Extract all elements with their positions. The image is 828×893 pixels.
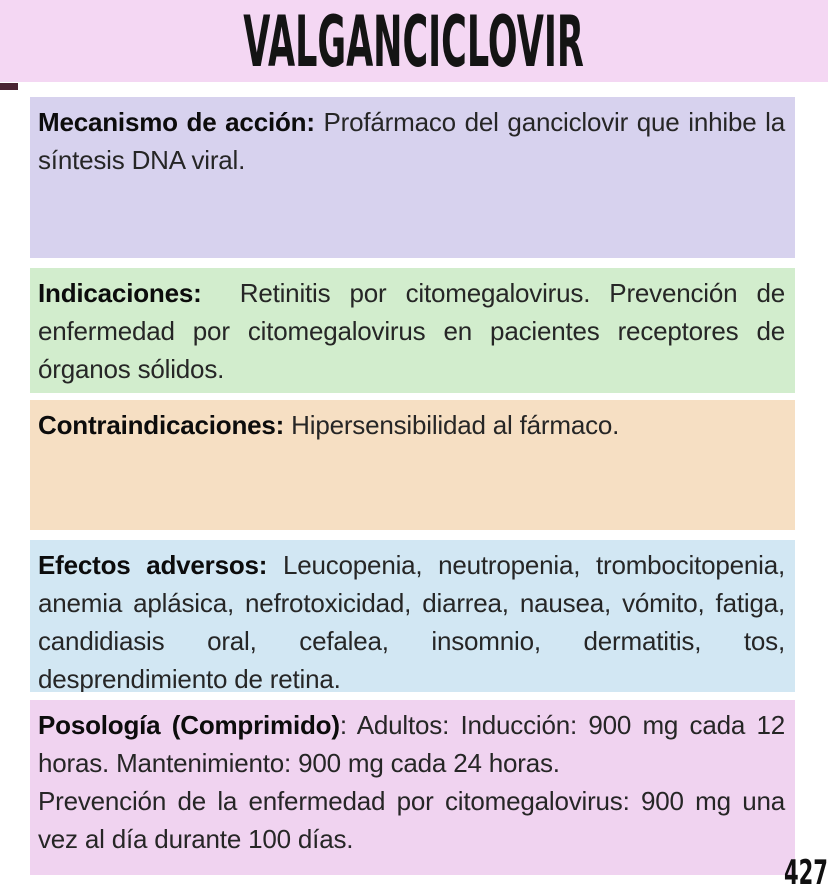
section-adverse-effects [30,540,795,692]
section-dosage [30,700,795,875]
section-indications-text: Retinitis por citomegalovirus. Prevención de enfermedad por citomegalovirus en pacientes receptores de órganos sólidos. [38,278,785,384]
section-contraindications [30,400,795,530]
section-mechanism-paragraph [38,103,785,179]
section-dosage-label: Posología (Comprimido) [38,710,340,740]
section-mechanism [30,97,795,258]
section-contraindications-text: Hipersensibilidad al fármaco. [291,410,620,440]
section-indications [30,268,795,393]
section-dosage-paragraph-2: Prevención de la enfermedad por citomegalovirus: 900 mg una vez al día durante 100 días. [38,786,785,854]
left-edge-mark [0,83,18,90]
section-dosage-label-suffix: : [339,710,357,740]
section-dosage-text-1: Adultos: Inducción: 900 mg cada 12 horas. Mantenimiento: 900 mg cada 24 horas. [38,710,785,778]
page-title: VALGANCICLOVIR [243,1,585,83]
sections-container [30,97,795,875]
section-mechanism-text: Profármaco del ganciclovir que inhibe la síntesis DNA viral. [38,107,786,175]
section-adverse-effects-text: Leucopenia, neutropenia, trombocitopenia, anemia aplásica, nefrotoxicidad, diarrea, nausea, vómito, fatiga, candidiasis oral, cefalea, insomnio, dermatitis, tos, desprendimiento de retina. [38,550,785,692]
section-adverse-effects-paragraph [38,546,785,692]
page-number: 427 [783,853,828,893]
section-indications-paragraph [38,274,785,388]
section-dosage-paragraph-1 [38,706,785,782]
section-contraindications-paragraph [38,406,785,444]
section-mechanism-label: Mecanismo de acción: [38,107,315,137]
section-contraindications-label: Contraindicaciones: [38,410,285,440]
title-band [0,0,828,82]
section-adverse-effects-label: Efectos adversos: [38,550,268,580]
section-indications-label: Indicaciones: [38,278,202,308]
